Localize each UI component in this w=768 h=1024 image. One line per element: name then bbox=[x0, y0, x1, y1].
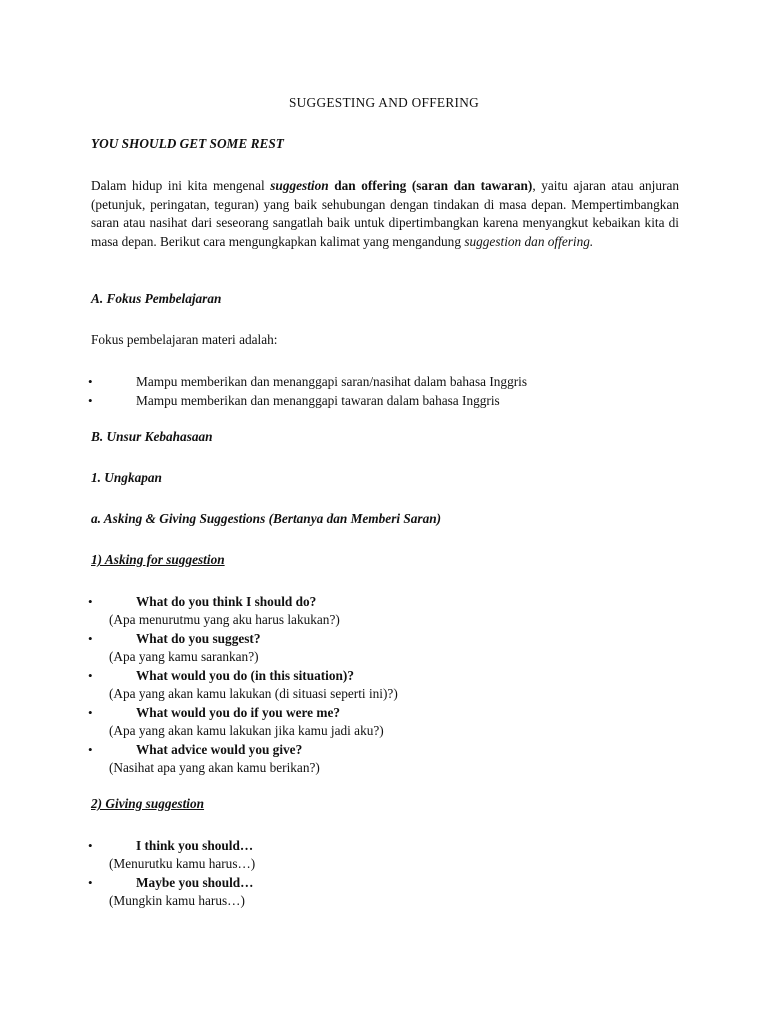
subheading-ungkapan: 1. Ungkapan bbox=[91, 470, 162, 485]
document-title: SUGGESTING AND OFFERING bbox=[288, 95, 480, 110]
intro-text-3: dan offering (saran dan tawaran) bbox=[328, 178, 533, 193]
asking-item-en: What would you do (in this situation)? bbox=[136, 668, 354, 683]
asking-item-id: (Apa yang akan kamu lakukan (di situasi seperti ini)?) bbox=[109, 686, 398, 701]
bullet-icon: • bbox=[88, 705, 93, 720]
asking-item-en: What do you suggest? bbox=[136, 631, 261, 646]
subheading-asking-giving: a. Asking & Giving Suggestions (Bertanya dan Memberi Saran) bbox=[91, 511, 442, 526]
main-heading: YOU SHOULD GET SOME REST bbox=[91, 136, 284, 151]
giving-item-en: Maybe you should… bbox=[136, 875, 254, 890]
bullet-icon: • bbox=[88, 374, 93, 389]
focus-bullet-2: Mampu memberikan dan menanggapi tawaran dalam bahasa Inggris bbox=[136, 393, 500, 408]
intro-text-1: Dalam hidup ini kita mengenal bbox=[91, 178, 271, 193]
bullet-icon: • bbox=[88, 875, 93, 890]
intro-text-2: suggestion bbox=[270, 178, 329, 193]
bullet-icon: • bbox=[88, 631, 93, 646]
intro-text-4: , yaitu ajaran atau anjuran (petunjuk, peringatan, teguran) yang baik sehubungan dengan tindakan di masa depan. Mempertimbangkan saran atau nasihat dari seseorang sangatlah baik untuk dipertimbangkan karena menyangkut kebaikan kita di masa depan. Berikut cara mengungkapkan kalimat yang mengandung bbox=[91, 178, 679, 249]
asking-item-id: (Apa yang akan kamu lakukan jika kamu jadi aku?) bbox=[109, 723, 384, 738]
giving-heading: 2) Giving suggestion bbox=[91, 796, 205, 811]
bullet-icon: • bbox=[88, 594, 93, 609]
asking-item-en: What advice would you give? bbox=[136, 742, 303, 757]
asking-item-id: (Apa yang kamu sarankan?) bbox=[109, 649, 259, 664]
asking-item-id: (Apa menurutmu yang aku harus lakukan?) bbox=[109, 612, 340, 627]
intro-text-5: suggestion dan offering. bbox=[464, 233, 594, 249]
asking-heading: 1) Asking for suggestion bbox=[91, 552, 225, 567]
intro-paragraph bbox=[91, 177, 679, 251]
asking-item-id: (Nasihat apa yang akan kamu berikan?) bbox=[109, 760, 320, 775]
focus-bullet-1: Mampu memberikan dan menanggapi saran/nasihat dalam bahasa Inggris bbox=[136, 374, 528, 389]
bullet-icon: • bbox=[88, 838, 93, 853]
asking-item-en: What would you do if you were me? bbox=[136, 705, 341, 720]
section-a-text: Fokus pembelajaran materi adalah: bbox=[91, 332, 278, 347]
asking-item-en: What do you think I should do? bbox=[136, 594, 317, 609]
bullet-icon: • bbox=[88, 668, 93, 683]
bullet-icon: • bbox=[88, 393, 93, 408]
section-b-heading: B. Unsur Kebahasaan bbox=[91, 429, 213, 444]
bullet-icon: • bbox=[88, 742, 93, 757]
section-a-heading: A. Fokus Pembelajaran bbox=[91, 291, 222, 306]
giving-item-id: (Mungkin kamu harus…) bbox=[109, 893, 245, 908]
giving-item-id: (Menurutku kamu harus…) bbox=[109, 856, 256, 871]
giving-item-en: I think you should… bbox=[136, 838, 254, 853]
